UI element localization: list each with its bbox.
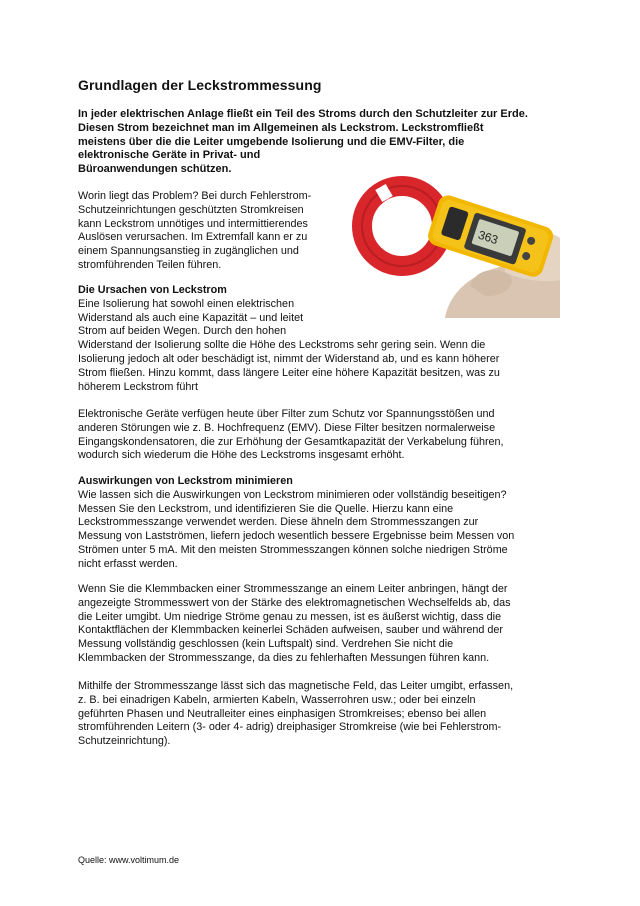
clamp-line: angezeigte Strommesswert von der Stärke des elektromagnetischen Wechselfelds ab, das: [78, 596, 511, 609]
clamp-line: Kontaktflächen der Klemmbacken keinerlei Schäden aufweisen, sauber und während der: [78, 624, 503, 637]
clamp-line: die Leiter umgibt. Um niedrige Ströme genau zu messen, ist es äußerst wichtig, dass die: [78, 610, 502, 623]
clamp-paragraph: [78, 583, 578, 666]
causes-line: Widerstand der Isolierung sollte die Höhe des Leckstroms sehr gering sein. Wenn die: [78, 339, 486, 352]
effects-line: nicht erfasst werden.: [78, 557, 178, 570]
causes-heading: Die Ursachen von Leckstrom: [78, 284, 227, 296]
effects-line: Messen Sie den Leckstrom, und identifizieren Sie die Quelle. Hierzu kann eine: [78, 502, 454, 515]
field-line: z. B. bei einadrigen Kabeln, armierten Kabeln, Wasserrohren usw.; oder bei einzeln: [78, 693, 476, 706]
problem-line: Schutzeinrichtungen geschützten Stromkreisen: [78, 203, 304, 216]
causes-line: höherem Leckstrom führt: [78, 380, 199, 393]
problem-line: kann Leckstrom unnötiges und intermittierendes: [78, 217, 308, 230]
effects-line: Messung von Lastströmen, liefern jedoch wesentlich bessere Ergebnisse beim Messen von: [78, 530, 515, 543]
filter-line: Elektronische Geräte verfügen heute über Filter zum Schutz vor Spannungsstößen und: [78, 408, 495, 420]
causes-line: Strom auf beiden Wegen. Durch den hohen: [78, 325, 287, 338]
filter-line: anderen Störungen wie z. B. Hochfrequenz (EMV). Diese Filter besitzen normalerweise: [78, 421, 496, 434]
filter-line: Eingangskondensatoren, die zur Erhöhung der Gesamtkapazität der Verkabelung führen,: [78, 435, 504, 448]
filter-paragraph: [78, 408, 578, 463]
problem-paragraph: [78, 190, 348, 273]
field-line: Schutzeinrichtung).: [78, 735, 171, 748]
causes-section: [78, 284, 578, 394]
problem-line: einem Spannungsanstieg in zugänglichen und: [78, 245, 299, 258]
causes-line: Isolierung jedoch alt oder beschädigt ist, nimmt der Widerstand ab, und es kann höherer: [78, 352, 500, 365]
filter-line: wodurch sich wiederum die Höhe des Leckstroms insgesamt erhöht.: [78, 449, 405, 462]
problem-line: Auslösen verursachen. Im Extremfall kann er zu: [78, 231, 308, 244]
source-footer: Quelle: www.voltimum.de: [78, 855, 180, 865]
clamp-line: Wenn Sie die Klemmbacken einer Strommesszange an einem Leiter anbringen, hängt der: [78, 583, 508, 595]
effects-line: Leckstrommesszange verwendet werden. Diese ähneln dem Strommesszangen zur: [78, 516, 479, 529]
intro-line: In jeder elektrischen Anlage fließt ein Teil des Stroms durch den Schutzleiter zur Erde.: [78, 108, 528, 120]
effects-line: Wie lassen sich die Auswirkungen von Leckstrom minimieren oder vollständig beseitigen?: [78, 488, 507, 501]
effects-section: [78, 475, 578, 572]
causes-line: Strom fließen. Hinzu kommt, dass längere Leiter eine höhere Kapazität besitzen, was zu: [78, 366, 500, 379]
meter-display: 363: [476, 227, 500, 248]
causes-line: Eine Isolierung hat sowohl einen elektrischen: [78, 297, 295, 310]
causes-line: Widerstand als auch eine Kapazität – und leitet: [78, 311, 304, 324]
intro-paragraph: [78, 108, 568, 177]
clamp-line: Klemmbacken der Strommesszange, da dies zu fehlerhaften Messungen führen kann.: [78, 651, 490, 664]
field-paragraph: [78, 680, 578, 749]
intro-line: meistens über die die Leiter umgebende Isolierung und die EMV-Filter, die: [78, 135, 465, 148]
field-line: geführten Phasen und Neutralleiter eines einphasigen Stromkreises; ebenso bei allen: [78, 707, 487, 720]
intro-line: Diesen Strom bezeichnet man im Allgemeinen als Leckstrom. Leckstromfließt: [78, 121, 484, 134]
clamp-line: Messung vollständig geschlossen (kein Luftspalt) sind. Verdrehen Sie nicht die: [78, 638, 454, 651]
field-line: Mithilfe der Strommesszange lässt sich das magnetische Feld, das Leiter umgibt, erfassen,: [78, 680, 514, 692]
effects-line: Strömen unter 5 mA. Mit den meisten Strommesszangen können solche niedrigen Ströme: [78, 543, 508, 556]
intro-line: elektronische Geräte in Privat- und: [78, 149, 261, 162]
intro-line: Büroanwendungen schützen.: [78, 163, 232, 176]
effects-heading: Auswirkungen von Leckstrom minimieren: [78, 475, 293, 487]
problem-line: Worin liegt das Problem? Bei durch Fehlerstrom-: [78, 190, 312, 202]
page-title: Grundlagen der Leckstrommessung: [78, 77, 322, 93]
problem-line: stromführenden Teilen führen.: [78, 258, 222, 271]
field-line: stromführenden Leitern (3- oder 4- adrig) dreiphasiger Stromkreise (wie bei Fehlerstrom-: [78, 721, 502, 734]
